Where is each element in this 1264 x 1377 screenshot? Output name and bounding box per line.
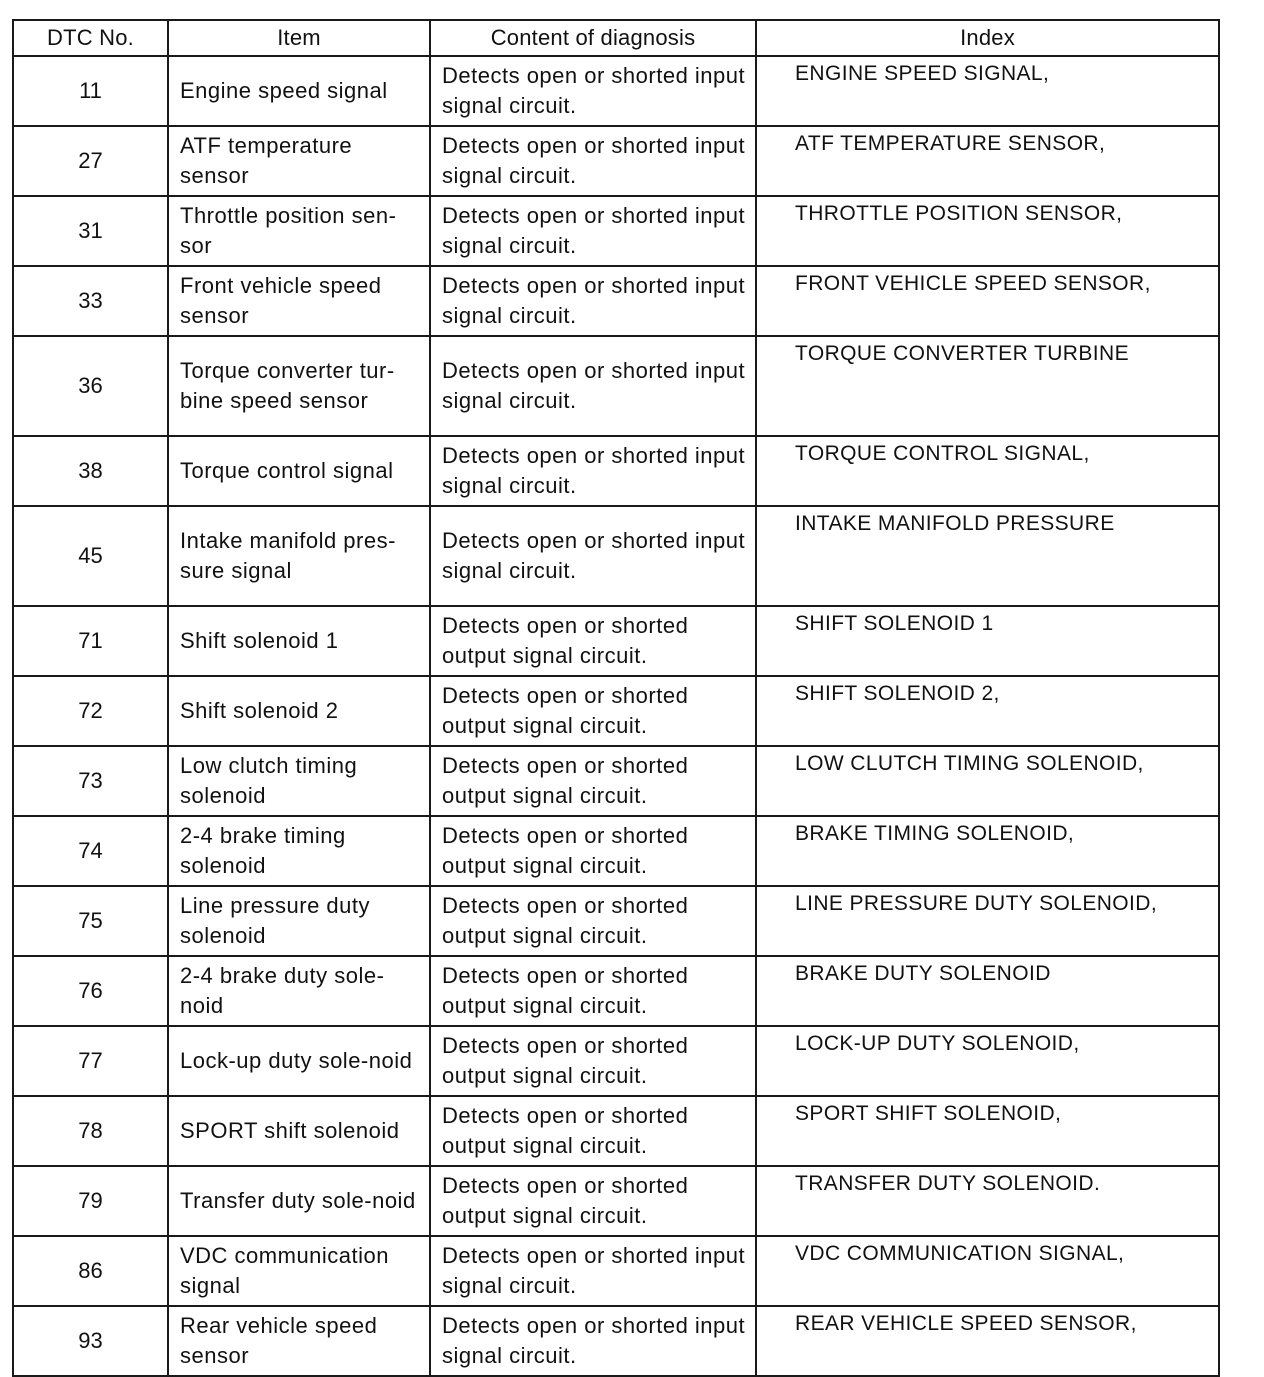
- diagnosis-cell: Detects open or shorted input signal circuit.: [430, 56, 756, 126]
- item-cell: Shift solenoid 1: [168, 606, 430, 676]
- table-row: [13, 1096, 1219, 1166]
- diagnosis-cell: Detects open or shorted output signal circuit.: [430, 1166, 756, 1236]
- table-row: [13, 816, 1219, 886]
- header-row: [13, 20, 1219, 56]
- dtc-code-cell: 72: [13, 676, 168, 746]
- dtc-code-cell: 78: [13, 1096, 168, 1166]
- item-cell: ATF temperature sensor: [168, 126, 430, 196]
- dtc-code-cell: 45: [13, 506, 168, 606]
- dtc-code-cell: 74: [13, 816, 168, 886]
- index-cell: FRONT VEHICLE SPEED SENSOR,: [756, 266, 1219, 336]
- diagnosis-cell: Detects open or shorted input signal circuit.: [430, 126, 756, 196]
- dtc-code-cell: 79: [13, 1166, 168, 1236]
- dtc-code-cell: 75: [13, 886, 168, 956]
- item-cell: Lock-up duty sole-noid: [168, 1026, 430, 1096]
- diagnosis-cell: Detects open or shorted input signal circuit.: [430, 506, 756, 606]
- index-cell: LOCK-UP DUTY SOLENOID,: [756, 1026, 1219, 1096]
- item-cell: Torque control signal: [168, 436, 430, 506]
- dtc-code-cell: 31: [13, 196, 168, 266]
- item-cell: 2-4 brake duty sole-noid: [168, 956, 430, 1026]
- table-row: [13, 746, 1219, 816]
- header-index: Index: [756, 20, 1219, 56]
- table-row: [13, 506, 1219, 606]
- diagnosis-cell: Detects open or shorted output signal circuit.: [430, 886, 756, 956]
- diagnosis-cell: Detects open or shorted output signal circuit.: [430, 1026, 756, 1096]
- diagnosis-cell: Detects open or shorted output signal circuit.: [430, 956, 756, 1026]
- item-cell: Rear vehicle speed sensor: [168, 1306, 430, 1376]
- item-cell: Transfer duty sole-noid: [168, 1166, 430, 1236]
- item-cell: Engine speed signal: [168, 56, 430, 126]
- dtc-code-cell: 86: [13, 1236, 168, 1306]
- index-cell: SPORT SHIFT SOLENOID,: [756, 1096, 1219, 1166]
- index-cell: ENGINE SPEED SIGNAL,: [756, 56, 1219, 126]
- dtc-code-cell: 77: [13, 1026, 168, 1096]
- index-cell: BRAKE DUTY SOLENOID: [756, 956, 1219, 1026]
- table-row: [13, 606, 1219, 676]
- dtc-code-cell: 73: [13, 746, 168, 816]
- index-cell: BRAKE TIMING SOLENOID,: [756, 816, 1219, 886]
- item-cell: Front vehicle speed sensor: [168, 266, 430, 336]
- header-content: Content of diagnosis: [430, 20, 756, 56]
- item-cell: Torque converter tur-bine speed sensor: [168, 336, 430, 436]
- index-cell: REAR VEHICLE SPEED SENSOR,: [756, 1306, 1219, 1376]
- table-row: [13, 126, 1219, 196]
- item-cell: 2-4 brake timing solenoid: [168, 816, 430, 886]
- dtc-code-cell: 33: [13, 266, 168, 336]
- table-row: [13, 1306, 1219, 1376]
- index-cell: TORQUE CONVERTER TURBINE: [756, 336, 1219, 436]
- diagnosis-cell: Detects open or shorted input signal circuit.: [430, 196, 756, 266]
- item-cell: Shift solenoid 2: [168, 676, 430, 746]
- diagnosis-cell: Detects open or shorted output signal circuit.: [430, 746, 756, 816]
- index-cell: SHIFT SOLENOID 1: [756, 606, 1219, 676]
- table-row: [13, 676, 1219, 746]
- index-cell: LINE PRESSURE DUTY SOLENOID,: [756, 886, 1219, 956]
- diagnosis-cell: Detects open or shorted output signal circuit.: [430, 676, 756, 746]
- item-cell: VDC communication signal: [168, 1236, 430, 1306]
- index-cell: TORQUE CONTROL SIGNAL,: [756, 436, 1219, 506]
- table-row: [13, 266, 1219, 336]
- index-cell: INTAKE MANIFOLD PRESSURE: [756, 506, 1219, 606]
- item-cell: SPORT shift solenoid: [168, 1096, 430, 1166]
- diagnosis-cell: Detects open or shorted output signal circuit.: [430, 1096, 756, 1166]
- dtc-table: [12, 19, 1220, 1377]
- index-cell: ATF TEMPERATURE SENSOR,: [756, 126, 1219, 196]
- table-row: [13, 956, 1219, 1026]
- diagnosis-cell: Detects open or shorted input signal circuit.: [430, 436, 756, 506]
- item-cell: Intake manifold pres-sure signal: [168, 506, 430, 606]
- header-dtc-no: DTC No.: [13, 20, 168, 56]
- index-cell: TRANSFER DUTY SOLENOID.: [756, 1166, 1219, 1236]
- diagnosis-cell: Detects open or shorted output signal circuit.: [430, 816, 756, 886]
- index-cell: LOW CLUTCH TIMING SOLENOID,: [756, 746, 1219, 816]
- diagnosis-cell: Detects open or shorted input signal circuit.: [430, 336, 756, 436]
- table-row: [13, 196, 1219, 266]
- diagnosis-cell: Detects open or shorted input signal circuit.: [430, 1236, 756, 1306]
- dtc-code-cell: 11: [13, 56, 168, 126]
- dtc-code-cell: 76: [13, 956, 168, 1026]
- table-row: [13, 1166, 1219, 1236]
- index-cell: VDC COMMUNICATION SIGNAL,: [756, 1236, 1219, 1306]
- index-cell: THROTTLE POSITION SENSOR,: [756, 196, 1219, 266]
- table-row: [13, 1236, 1219, 1306]
- dtc-code-cell: 27: [13, 126, 168, 196]
- dtc-code-cell: 71: [13, 606, 168, 676]
- table-row: [13, 886, 1219, 956]
- item-cell: Throttle position sen-sor: [168, 196, 430, 266]
- diagnosis-cell: Detects open or shorted output signal circuit.: [430, 606, 756, 676]
- dtc-code-cell: 38: [13, 436, 168, 506]
- table-row: [13, 336, 1219, 436]
- index-cell: SHIFT SOLENOID 2,: [756, 676, 1219, 746]
- item-cell: Line pressure duty solenoid: [168, 886, 430, 956]
- dtc-code-cell: 36: [13, 336, 168, 436]
- dtc-code-cell: 93: [13, 1306, 168, 1376]
- diagnosis-cell: Detects open or shorted input signal circuit.: [430, 1306, 756, 1376]
- header-item: Item: [168, 20, 430, 56]
- table-body: [13, 56, 1219, 1376]
- table-row: [13, 436, 1219, 506]
- item-cell: Low clutch timing solenoid: [168, 746, 430, 816]
- table-row: [13, 1026, 1219, 1096]
- table-row: [13, 56, 1219, 126]
- diagnosis-cell: Detects open or shorted input signal circuit.: [430, 266, 756, 336]
